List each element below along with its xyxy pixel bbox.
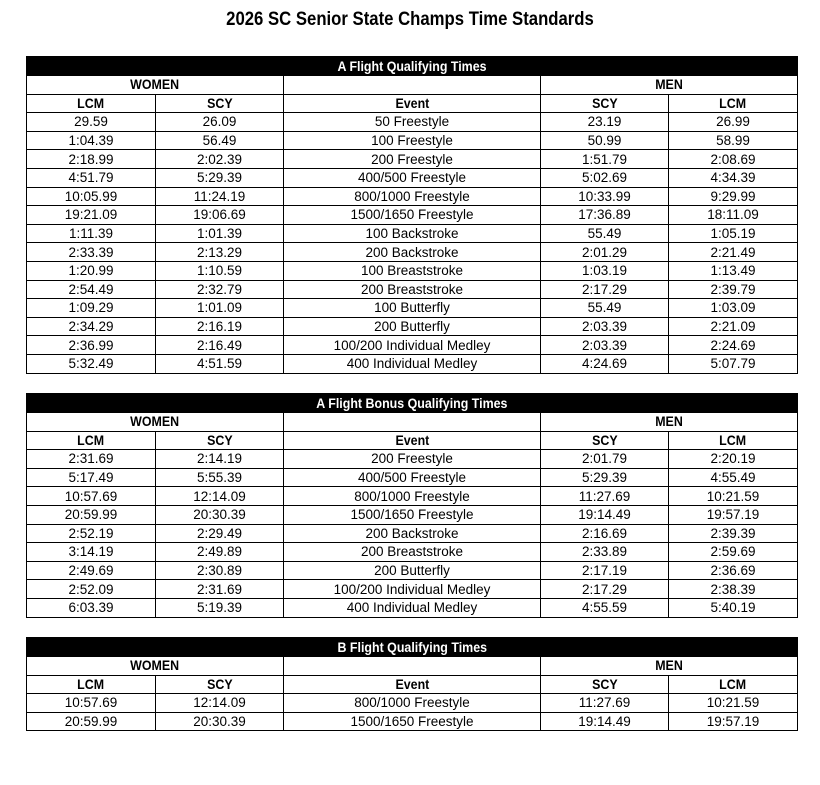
table-row bbox=[27, 280, 798, 299]
table-row bbox=[27, 206, 798, 225]
cell-women-lcm: 5:17.49 bbox=[27, 468, 156, 487]
cell-event: 1500/1650 Freestyle bbox=[284, 712, 541, 731]
column-header-text: SCY bbox=[591, 676, 618, 692]
table-row bbox=[27, 712, 798, 731]
cell-men-lcm: 2:39.39 bbox=[669, 524, 798, 543]
cell-women-scy: 2:14.19 bbox=[156, 450, 284, 469]
cell-women-lcm: 20:59.99 bbox=[27, 712, 156, 731]
cell-men-scy: 10:33.99 bbox=[541, 187, 669, 206]
cell-women-lcm: 10:05.99 bbox=[27, 187, 156, 206]
cell-women-lcm: 2:34.29 bbox=[27, 317, 156, 336]
cell-women-scy: 1:01.39 bbox=[156, 224, 284, 243]
cell-event: 100/200 Individual Medley bbox=[284, 336, 541, 355]
cell-women-scy: 2:31.69 bbox=[156, 580, 284, 599]
cell-men-scy: 19:14.49 bbox=[541, 505, 669, 524]
table-row bbox=[27, 524, 798, 543]
cell-women-scy: 2:49.89 bbox=[156, 543, 284, 562]
event-group-spacer bbox=[284, 413, 541, 432]
table-row bbox=[27, 131, 798, 150]
cell-men-scy: 5:02.69 bbox=[541, 168, 669, 187]
men-group-header bbox=[541, 413, 798, 432]
cell-men-lcm: 5:07.79 bbox=[669, 354, 798, 373]
cell-men-lcm: 10:21.59 bbox=[669, 487, 798, 506]
cell-women-lcm: 10:57.69 bbox=[27, 487, 156, 506]
table-row bbox=[27, 113, 798, 132]
cell-women-lcm: 29.59 bbox=[27, 113, 156, 132]
cell-event: 200 Freestyle bbox=[284, 150, 541, 169]
cell-women-lcm: 3:14.19 bbox=[27, 543, 156, 562]
column-header-text: SCY bbox=[591, 95, 618, 111]
table-row bbox=[27, 224, 798, 243]
table-row bbox=[27, 354, 798, 373]
table-row bbox=[27, 187, 798, 206]
cell-women-lcm: 1:09.29 bbox=[27, 299, 156, 318]
men-group-header bbox=[541, 76, 798, 95]
cell-event: 400/500 Freestyle bbox=[284, 168, 541, 187]
cell-women-lcm: 2:52.09 bbox=[27, 580, 156, 599]
table-title-text: B Flight Qualifying Times bbox=[337, 639, 487, 655]
table-row bbox=[27, 505, 798, 524]
cell-event: 200 Butterfly bbox=[284, 317, 541, 336]
cell-women-scy: 11:24.19 bbox=[156, 187, 284, 206]
cell-women-lcm: 20:59.99 bbox=[27, 505, 156, 524]
cell-women-scy: 4:51.59 bbox=[156, 354, 284, 373]
column-header-event bbox=[284, 431, 541, 450]
cell-men-scy: 19:14.49 bbox=[541, 712, 669, 731]
cell-women-scy: 2:29.49 bbox=[156, 524, 284, 543]
women-group-header bbox=[27, 413, 284, 432]
cell-event: 1500/1650 Freestyle bbox=[284, 206, 541, 225]
cell-women-lcm: 19:21.09 bbox=[27, 206, 156, 225]
cell-event: 400 Individual Medley bbox=[284, 598, 541, 617]
cell-men-lcm: 26.99 bbox=[669, 113, 798, 132]
table-title bbox=[27, 638, 798, 657]
cell-men-lcm: 2:21.49 bbox=[669, 243, 798, 262]
cell-men-scy: 5:29.39 bbox=[541, 468, 669, 487]
cell-women-lcm: 1:11.39 bbox=[27, 224, 156, 243]
cell-event: 200 Breaststroke bbox=[284, 543, 541, 562]
table-title-text: A Flight Bonus Qualifying Times bbox=[316, 395, 508, 411]
cell-men-scy: 2:17.19 bbox=[541, 561, 669, 580]
cell-women-scy: 20:30.39 bbox=[156, 712, 284, 731]
cell-women-lcm: 10:57.69 bbox=[27, 694, 156, 713]
column-header-text: SCY bbox=[206, 95, 233, 111]
women-group-header bbox=[27, 76, 284, 95]
cell-women-scy: 2:13.29 bbox=[156, 243, 284, 262]
cell-event: 100 Butterfly bbox=[284, 299, 541, 318]
cell-women-lcm: 2:52.19 bbox=[27, 524, 156, 543]
column-header-men-scy bbox=[541, 675, 669, 694]
column-header-text: LCM bbox=[719, 432, 747, 448]
cell-women-scy: 12:14.09 bbox=[156, 487, 284, 506]
table-row bbox=[27, 168, 798, 187]
cell-women-scy: 19:06.69 bbox=[156, 206, 284, 225]
column-header-row bbox=[27, 675, 798, 694]
cell-women-lcm: 1:20.99 bbox=[27, 261, 156, 280]
cell-women-scy: 2:16.49 bbox=[156, 336, 284, 355]
table-row bbox=[27, 299, 798, 318]
cell-event: 100 Freestyle bbox=[284, 131, 541, 150]
cell-men-lcm: 4:55.49 bbox=[669, 468, 798, 487]
cell-men-lcm: 10:21.59 bbox=[669, 694, 798, 713]
cell-women-lcm: 2:49.69 bbox=[27, 561, 156, 580]
men-label: MEN bbox=[655, 414, 683, 430]
column-header-women-lcm bbox=[27, 675, 156, 694]
cell-event: 100 Backstroke bbox=[284, 224, 541, 243]
event-group-spacer bbox=[284, 657, 541, 676]
cell-women-lcm: 2:33.39 bbox=[27, 243, 156, 262]
column-header-text: LCM bbox=[77, 95, 105, 111]
b-flight-qualifying-table bbox=[26, 637, 798, 731]
table-row bbox=[27, 336, 798, 355]
cell-event: 1500/1650 Freestyle bbox=[284, 505, 541, 524]
cell-men-scy: 55.49 bbox=[541, 299, 669, 318]
cell-men-scy: 4:55.59 bbox=[541, 598, 669, 617]
a-flight-qualifying-table bbox=[26, 56, 798, 374]
column-header-text: Event bbox=[395, 432, 429, 448]
cell-men-scy: 4:24.69 bbox=[541, 354, 669, 373]
table-title bbox=[27, 394, 798, 413]
column-header-row bbox=[27, 431, 798, 450]
cell-men-scy: 2:17.29 bbox=[541, 580, 669, 599]
column-header-event bbox=[284, 94, 541, 113]
cell-women-scy: 2:16.19 bbox=[156, 317, 284, 336]
cell-men-scy: 17:36.89 bbox=[541, 206, 669, 225]
cell-event: 400 Individual Medley bbox=[284, 354, 541, 373]
cell-men-lcm: 9:29.99 bbox=[669, 187, 798, 206]
cell-women-scy: 56.49 bbox=[156, 131, 284, 150]
cell-women-scy: 5:55.39 bbox=[156, 468, 284, 487]
cell-women-lcm: 2:36.99 bbox=[27, 336, 156, 355]
cell-men-lcm: 19:57.19 bbox=[669, 505, 798, 524]
cell-event: 50 Freestyle bbox=[284, 113, 541, 132]
table-row bbox=[27, 487, 798, 506]
cell-men-lcm: 58.99 bbox=[669, 131, 798, 150]
cell-women-scy: 1:10.59 bbox=[156, 261, 284, 280]
column-header-text: LCM bbox=[719, 676, 747, 692]
event-group-spacer bbox=[284, 76, 541, 95]
cell-event: 800/1000 Freestyle bbox=[284, 487, 541, 506]
cell-men-scy: 2:17.29 bbox=[541, 280, 669, 299]
cell-men-scy: 50.99 bbox=[541, 131, 669, 150]
cell-men-lcm: 2:38.39 bbox=[669, 580, 798, 599]
column-header-text: SCY bbox=[206, 432, 233, 448]
table-row bbox=[27, 543, 798, 562]
a-flight-bonus-qualifying-table bbox=[26, 393, 798, 618]
cell-men-lcm: 1:13.49 bbox=[669, 261, 798, 280]
column-header-men-lcm bbox=[669, 431, 798, 450]
table-row bbox=[27, 261, 798, 280]
cell-women-scy: 1:01.09 bbox=[156, 299, 284, 318]
cell-men-scy: 2:01.79 bbox=[541, 450, 669, 469]
cell-women-scy: 5:19.39 bbox=[156, 598, 284, 617]
table-title bbox=[27, 57, 798, 76]
cell-men-scy: 23.19 bbox=[541, 113, 669, 132]
cell-event: 200 Backstroke bbox=[284, 524, 541, 543]
column-header-event bbox=[284, 675, 541, 694]
table-row bbox=[27, 317, 798, 336]
cell-event: 800/1000 Freestyle bbox=[284, 694, 541, 713]
cell-women-lcm: 6:03.39 bbox=[27, 598, 156, 617]
cell-men-lcm: 2:08.69 bbox=[669, 150, 798, 169]
column-header-men-scy bbox=[541, 431, 669, 450]
cell-event: 400/500 Freestyle bbox=[284, 468, 541, 487]
cell-event: 800/1000 Freestyle bbox=[284, 187, 541, 206]
cell-men-lcm: 2:21.09 bbox=[669, 317, 798, 336]
cell-women-scy: 26.09 bbox=[156, 113, 284, 132]
table-row bbox=[27, 580, 798, 599]
women-label: WOMEN bbox=[130, 658, 180, 674]
cell-men-lcm: 19:57.19 bbox=[669, 712, 798, 731]
cell-women-scy: 2:02.39 bbox=[156, 150, 284, 169]
column-header-text: SCY bbox=[591, 432, 618, 448]
table-title-text: A Flight Qualifying Times bbox=[337, 58, 487, 74]
column-header-men-lcm bbox=[669, 94, 798, 113]
cell-men-scy: 11:27.69 bbox=[541, 487, 669, 506]
cell-women-scy: 2:30.89 bbox=[156, 561, 284, 580]
women-label: WOMEN bbox=[130, 77, 180, 93]
column-header-women-lcm bbox=[27, 94, 156, 113]
column-header-row bbox=[27, 94, 798, 113]
cell-women-scy: 20:30.39 bbox=[156, 505, 284, 524]
cell-men-lcm: 2:20.19 bbox=[669, 450, 798, 469]
cell-women-lcm: 5:32.49 bbox=[27, 354, 156, 373]
cell-women-lcm: 2:18.99 bbox=[27, 150, 156, 169]
cell-men-lcm: 18:11.09 bbox=[669, 206, 798, 225]
column-header-women-lcm bbox=[27, 431, 156, 450]
column-header-women-scy bbox=[156, 94, 284, 113]
cell-men-lcm: 2:36.69 bbox=[669, 561, 798, 580]
cell-women-scy: 12:14.09 bbox=[156, 694, 284, 713]
cell-women-lcm: 2:54.49 bbox=[27, 280, 156, 299]
column-header-women-scy bbox=[156, 675, 284, 694]
cell-women-scy: 5:29.39 bbox=[156, 168, 284, 187]
cell-men-scy: 2:16.69 bbox=[541, 524, 669, 543]
cell-event: 200 Breaststroke bbox=[284, 280, 541, 299]
cell-women-lcm: 4:51.79 bbox=[27, 168, 156, 187]
column-header-text: SCY bbox=[206, 676, 233, 692]
page-title: 2026 SC Senior State Champs Time Standards bbox=[226, 9, 594, 30]
table-row bbox=[27, 450, 798, 469]
cell-men-lcm: 2:59.69 bbox=[669, 543, 798, 562]
cell-men-scy: 2:03.39 bbox=[541, 317, 669, 336]
cell-event: 100/200 Individual Medley bbox=[284, 580, 541, 599]
table-row bbox=[27, 150, 798, 169]
column-header-text: LCM bbox=[77, 432, 105, 448]
table-row bbox=[27, 243, 798, 262]
table-row bbox=[27, 468, 798, 487]
women-group-header bbox=[27, 657, 284, 676]
cell-men-lcm: 4:34.39 bbox=[669, 168, 798, 187]
men-label: MEN bbox=[655, 658, 683, 674]
cell-men-lcm: 1:03.09 bbox=[669, 299, 798, 318]
cell-event: 100 Breaststroke bbox=[284, 261, 541, 280]
cell-event: 200 Backstroke bbox=[284, 243, 541, 262]
cell-men-lcm: 5:40.19 bbox=[669, 598, 798, 617]
table-row bbox=[27, 561, 798, 580]
cell-men-scy: 2:01.29 bbox=[541, 243, 669, 262]
cell-men-lcm: 2:39.79 bbox=[669, 280, 798, 299]
column-header-men-scy bbox=[541, 94, 669, 113]
column-header-text: LCM bbox=[77, 676, 105, 692]
cell-men-lcm: 2:24.69 bbox=[669, 336, 798, 355]
men-label: MEN bbox=[655, 77, 683, 93]
column-header-text: Event bbox=[395, 95, 429, 111]
table-row bbox=[27, 694, 798, 713]
men-group-header bbox=[541, 657, 798, 676]
cell-women-lcm: 2:31.69 bbox=[27, 450, 156, 469]
cell-men-scy: 1:51.79 bbox=[541, 150, 669, 169]
cell-event: 200 Butterfly bbox=[284, 561, 541, 580]
women-label: WOMEN bbox=[130, 414, 180, 430]
cell-men-scy: 2:03.39 bbox=[541, 336, 669, 355]
cell-men-scy: 11:27.69 bbox=[541, 694, 669, 713]
cell-women-scy: 2:32.79 bbox=[156, 280, 284, 299]
cell-men-lcm: 1:05.19 bbox=[669, 224, 798, 243]
column-header-men-lcm bbox=[669, 675, 798, 694]
column-header-women-scy bbox=[156, 431, 284, 450]
cell-women-lcm: 1:04.39 bbox=[27, 131, 156, 150]
column-header-text: LCM bbox=[719, 95, 747, 111]
cell-event: 200 Freestyle bbox=[284, 450, 541, 469]
table-row bbox=[27, 598, 798, 617]
column-header-text: Event bbox=[395, 676, 429, 692]
cell-men-scy: 55.49 bbox=[541, 224, 669, 243]
cell-men-scy: 1:03.19 bbox=[541, 261, 669, 280]
cell-men-scy: 2:33.89 bbox=[541, 543, 669, 562]
